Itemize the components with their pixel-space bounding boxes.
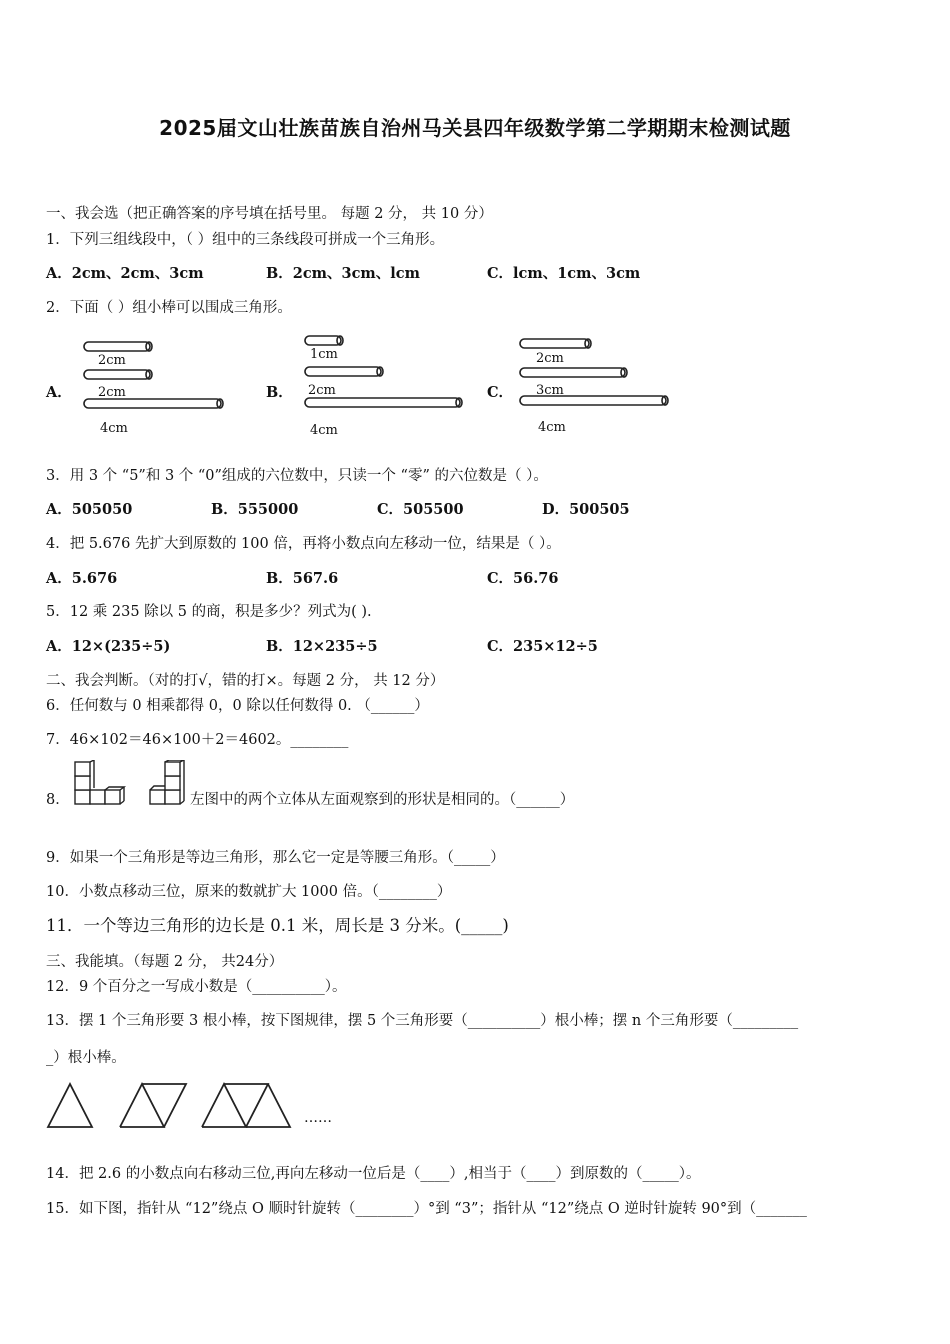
stick-c1	[520, 339, 589, 348]
q5-option-b: B．12×235÷5	[266, 638, 378, 655]
q4-option-a: A．5.676	[46, 570, 118, 587]
stick-b1	[305, 336, 341, 345]
triangle-pattern-2	[120, 1084, 186, 1127]
question-13-line-2: _）根小棒。	[46, 1050, 126, 1066]
question-13-line-1: 13．摆 1 个三角形要 3 根小棒，按下图规律，摆 5 个三角形要（__________）根小棒；摆 n 个三角形要（_________	[46, 1013, 799, 1029]
stick-a2	[84, 370, 150, 379]
triangle-pattern-3	[202, 1084, 290, 1127]
stick-label-a3: 4cm	[100, 421, 128, 436]
stick-a1	[84, 342, 150, 351]
q5-option-c: C．235×12÷5	[487, 638, 598, 655]
q3-option-a: A．505050	[46, 501, 133, 518]
stick-c2	[520, 368, 625, 377]
question-3: 3．用 3 个 “5”和 3 个 “0”组成的六位数中，只读一个 “零” 的六位数是（ ）。	[46, 468, 548, 484]
pattern-ellipsis: ……	[304, 1110, 332, 1126]
stick-label-c2: 3cm	[536, 383, 564, 398]
stick-b2	[305, 367, 381, 376]
question-8-text: 左图中的两个立体从左面观察到的形状是相同的。（______）	[190, 792, 575, 808]
triangle-pattern-1	[48, 1084, 92, 1127]
question-7: 7．46×102＝46×100＋2＝4602。________	[46, 732, 349, 748]
section-1-heading: 一、我会选（把正确答案的序号填在括号里。 每题 2 分， 共 10 分）	[46, 206, 493, 222]
q3-option-d: D．500505	[542, 501, 630, 518]
stick-label-b1: 1cm	[310, 347, 338, 362]
q8-cube-figures	[72, 760, 192, 808]
section-2-heading: 二、我会判断。（对的打√，错的打×。每题 2 分， 共 12 分）	[46, 673, 445, 689]
q2-sticks-figure	[0, 330, 950, 445]
cube-figure-left	[75, 760, 124, 804]
question-10: 10．小数点移动三位，原来的数就扩大 1000 倍。（________）	[46, 884, 452, 900]
q13-triangle-pattern	[40, 1078, 340, 1134]
stick-label-b3: 4cm	[310, 423, 338, 438]
stick-label-a2: 2cm	[98, 385, 126, 400]
question-2: 2．下面（ ）组小棒可以围成三角形。	[46, 300, 292, 316]
q2-label-c: C．	[487, 384, 514, 401]
stick-label-b2: 2cm	[308, 383, 336, 398]
question-14: 14．把 2.6 的小数点向右移动三位,再向左移动一位后是（____）,相当于（____）到原数的（_____）。	[46, 1166, 701, 1182]
q2-label-b: B．	[266, 384, 293, 401]
q4-option-c: C．56.76	[487, 570, 559, 587]
page-title: 2025届文山壮族苗族自治州马关县四年级数学第二学期期末检测试题	[159, 116, 791, 140]
q3-option-c: C．505500	[377, 501, 464, 518]
q3-option-b: B．555000	[211, 501, 299, 518]
question-15: 15．如下图，指针从 “12”绕点 O 顺时针旋转（________）°到 “3”；指针从 “12”绕点 O 逆时针旋转 90°到（_______	[46, 1201, 807, 1217]
q2-label-a: A．	[46, 384, 72, 401]
question-8-number: 8．	[46, 792, 70, 808]
question-12: 12．9 个百分之一写成小数是（__________）。	[46, 979, 347, 995]
question-4: 4．把 5.676 先扩大到原数的 100 倍，再将小数点向左移动一位，结果是（ ）。	[46, 536, 561, 552]
q1-option-c: C．lcm、1cm、3cm	[487, 265, 641, 282]
cube-figure-right	[150, 760, 184, 804]
question-5: 5．12 乘 235 除以 5 的商，积是多少？列式为( ).	[46, 604, 372, 620]
q5-option-a: A．12×(235÷5)	[46, 638, 171, 655]
question-6: 6．任何数与 0 相乘都得 0，0 除以任何数得 0. （______）	[46, 698, 429, 714]
stick-label-c3: 4cm	[538, 420, 566, 435]
question-1: 1．下列三组线段中，（ ）组中的三条线段可拼成一个三角形。	[46, 232, 445, 248]
stick-label-c1: 2cm	[536, 351, 564, 366]
stick-label-a1: 2cm	[98, 353, 126, 368]
stick-a3	[84, 399, 221, 408]
stick-b3	[305, 398, 460, 407]
q4-option-b: B．567.6	[266, 570, 339, 587]
section-3-heading: 三、我能填。（每题 2 分， 共24分）	[46, 954, 284, 970]
question-9: 9．如果一个三角形是等边三角形，那么它一定是等腰三角形。（_____）	[46, 850, 505, 866]
q1-option-b: B．2cm、3cm、lcm	[266, 265, 420, 282]
q1-option-a: A．2cm、2cm、3cm	[46, 265, 204, 282]
question-11: 11．一个等边三角形的边长是 0.1 米，周长是 3 分米。(_____)	[46, 916, 509, 935]
